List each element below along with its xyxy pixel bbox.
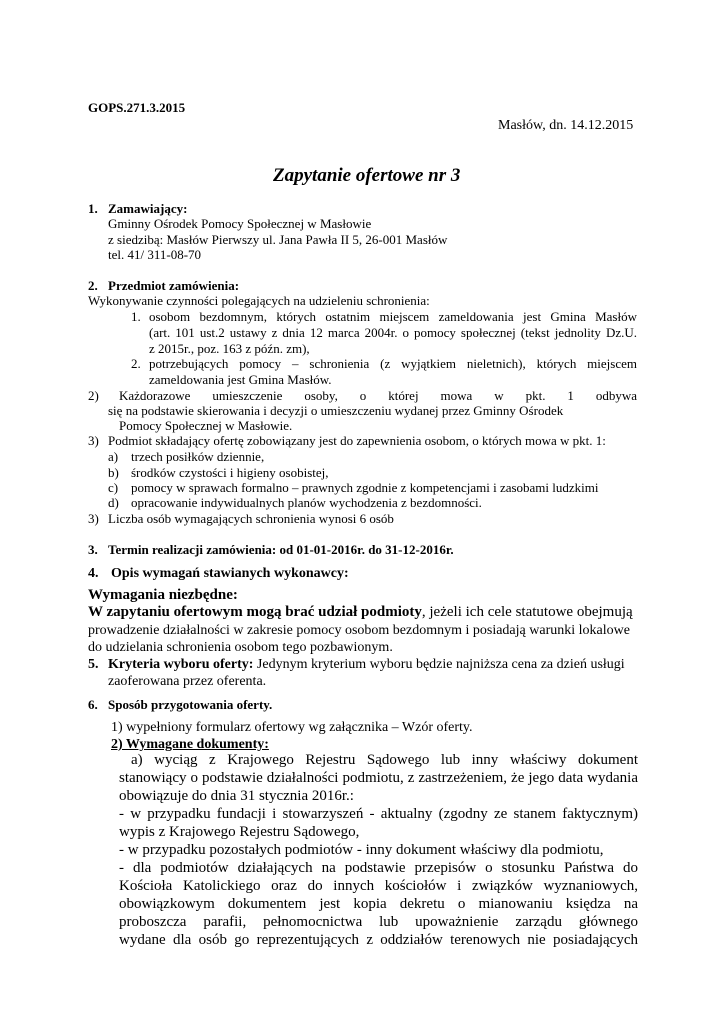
para-b-line: wypis z Krajowego Rejestru Sądowego, [119,824,360,840]
para-c-line: - w przypadku pozostałych podmiotów - inny dokument właściwy dla podmiotu, [119,842,604,858]
section6-heading: Sposób przygotowania oferty. [108,697,273,712]
item2-number: 2. [131,356,141,371]
section5-text: Jedynym kryterium wyboru będzie najniższa cena za dzień usługi [253,657,625,672]
requirements-line1 [88,604,633,621]
requirements-heading: Wymagania niezbędne: [88,587,238,603]
point2-line: się na podstawie skierowania i decyzji o umieszczeniu wydanej przez Gminny Ośrodek [108,403,564,418]
item2-line: zameldowania jest Gmina Masłów. [149,372,332,387]
orderer-phone: tel. 41/ 311-08-70 [108,247,202,262]
place-date: Masłów, dn. 14.12.2015 [498,118,634,133]
item1-line: osobom bezdomnym, których ostatnim miejscem zameldowania jest Gmina Masłów [149,309,637,324]
section2-number: 2. [88,278,98,293]
orderer-address: z siedzibą: Masłów Pierwszy ul. Jana Pawła II 5, 26-001 Masłów [108,232,448,247]
para-d-line: wydane dla osób go reprezentujących z oddziałów terenowych nie posiadających [119,932,638,948]
requirements-line2: prowadzenie działalności w zakresie pomocy osobom bezdomnym i posiadają warunki lokalowe [88,623,630,638]
point3b-text: Liczba osób wymagających schronienia wynosi 6 osób [108,511,394,526]
section4-text: Opis wymagań stawianych wykonawcy: [111,566,349,581]
item2-line: potrzebujących pomocy – schronienia (z wyjątkiem nieletnich), których miejscem [149,356,637,371]
item1-number: 1. [131,309,141,324]
subitem-letter: b) [108,465,119,480]
para-d-line: Kościoła Katolickiego oraz do innych kościołów i związków wyznaniowych, [119,878,638,894]
requirements-line1-rest: , jeżeli ich cele statutowe obejmują [421,604,633,620]
point2-number: 2) [88,388,99,403]
section2-heading: Przedmiot zamówienia: [108,278,240,293]
section1-heading: Zamawiający: [108,201,188,216]
section6-item1: 1) wypełniony formularz ofertowy wg załącznika – Wzór oferty. [111,720,473,735]
document-title: Zapytanie ofertowe nr 3 [273,165,461,186]
orderer-name: Gminny Ośrodek Pomocy Społecznej w Masłowie [108,216,372,231]
point2-line: Pomocy Społecznej w Masłowie. [119,418,293,433]
section5-heading: Kryteria wyboru oferty: [108,657,254,672]
point3-number: 3) [88,433,99,448]
point2-line: Każdorazowe umieszczenie osoby, o której mowa w pkt. 1 odbywa [119,388,637,403]
subitem-letter: a) [108,449,119,464]
para-d-line: proboszcza parafii, pełnomocnictwa lub upoważnienie zarządu głównego [119,914,638,930]
section5-number: 5. [88,657,99,672]
subitem-letter: d) [108,495,119,510]
item1-line: z 2015r., poz. 163 z późn. zm), [149,341,310,356]
para-a-line: stanowiący o podstawie działalności podmiotu, z zastrzeżeniem, że jego data wydania [119,770,638,786]
item1-line: (art. 101 ust.2 ustawy z dnia 12 marca 2004r. o pomocy społecznej (tekst jednolity Dz.U. [149,325,637,340]
requirements-line3: do udzielania schronienia osobom tego pozbawionym. [88,640,393,655]
section1-number: 1. [88,201,98,216]
reference-number: GOPS.271.3.2015 [88,100,186,115]
section2-intro: Wykonywanie czynności polegających na udzieleniu schronienia: [88,293,430,308]
para-b-line: - w przypadku fundacji i stowarzyszeń - aktualny (zgodny ze stanem faktycznym) [119,806,638,822]
para-d-line: - dla podmiotów działających na podstawie przepisów o stosunku Państwa do [119,860,638,876]
section3-number: 3. [88,542,98,557]
section5-line1 [108,657,625,673]
para-d-line: obowiązkowym dokumentem jest kopia dekretu o mianowaniu księdza na [119,896,638,912]
required-documents-heading: 2) Wymagane dokumenty: [111,737,269,752]
subitem-text: pomocy w sprawach formalno – prawnych zgodnie z kompetencjami i zasobami ludzkimi [131,480,599,495]
section4-number: 4. [88,566,99,581]
point3-text: Podmiot składający ofertę zobowiązany jest do zapewnienia osobom, o których mowa w pkt. 1: [108,433,606,448]
requirements-bold-lead: W zapytaniu ofertowym mogą brać udział podmioty [88,604,422,620]
subitem-text: trzech posiłków dziennie, [131,449,265,464]
subitem-text: środków czystości i higieny osobistej, [131,465,329,480]
para-a-line: a) wyciąg z Krajowego Rejestru Sądowego lub inny właściwy dokument [131,752,638,768]
subitem-text: opracowanie indywidualnych planów wychodzenia z bezdomności. [131,495,482,510]
section3-text: Termin realizacji zamówienia: od 01-01-2016r. do 31-12-2016r. [108,542,454,557]
point3b-number: 3) [88,511,99,526]
para-a-line: obowiązuje do dnia 31 stycznia 2016r.: [119,788,354,804]
section5-line2: zaoferowana przez oferenta. [108,674,267,689]
subitem-letter: c) [108,480,119,495]
section6-number: 6. [88,697,98,712]
